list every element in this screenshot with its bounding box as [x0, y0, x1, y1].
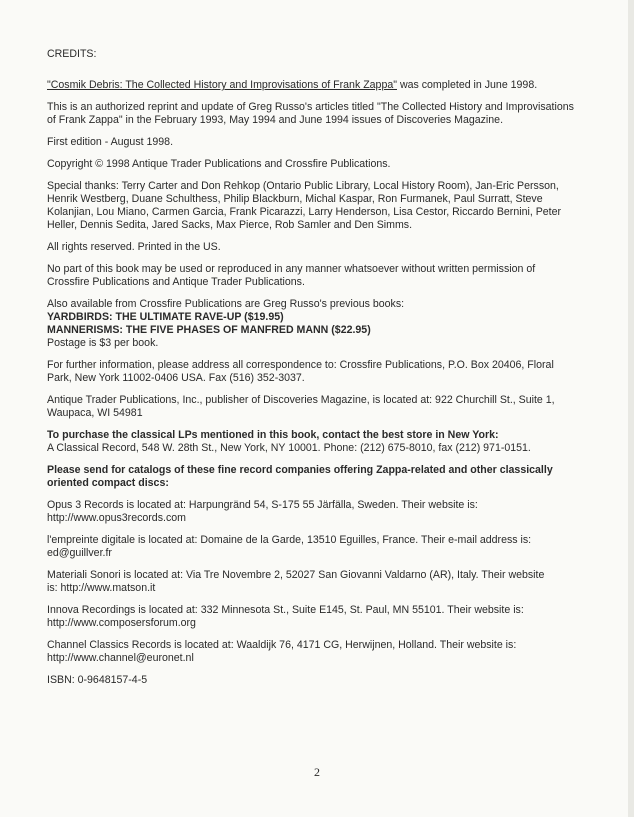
company-address: Innova Recordings is located at: 332 Minnesota St., Suite E145, St. Paul, MN 55101. Their website is:	[47, 604, 524, 616]
isbn-text: ISBN: 0-9648157-4-5	[47, 674, 148, 686]
copyright-paragraph: Copyright © 1998 Antique Trader Publications and Crossfire Publications.	[47, 158, 391, 170]
company-address: Channel Classics Records is located at: Waaldijk 76, 4171 CG, Herwijnen, Holland. Their website is:	[47, 639, 517, 651]
book-yardbirds: YARDBIRDS: THE ULTIMATE RAVE-UP ($19.95)	[47, 311, 284, 323]
company-channel	[47, 639, 575, 665]
book-title: "Cosmik Debris: The Collected History and Improvisations of Frank Zappa"	[47, 79, 397, 91]
book-mannerisms: MANNERISMS: THE FIVE PHASES OF MANFRED MANN ($22.95)	[47, 324, 371, 336]
credits-heading: CREDITS:	[47, 48, 97, 60]
rights-paragraph: All rights reserved. Printed in the US.	[47, 241, 221, 253]
purchase-text: A Classical Record, 548 W. 28th St., New York, NY 10001. Phone: (212) 675-8010, fax (212) 971-0151.	[47, 442, 531, 454]
company-contact: is: http://www.matson.it	[47, 582, 156, 594]
also-intro: Also available from Crossfire Publications are Greg Russo's previous books:	[47, 298, 405, 310]
reprint-paragraph: This is an authorized reprint and update of Greg Russo's articles titled "The Collected History and Improvisations of Frank Zappa" in the February 1993, May 1994 and June 1994 issues of Discoveries Magazine.	[47, 101, 574, 126]
postage-text: Postage is $3 per book.	[47, 337, 159, 349]
completion-paragraph	[47, 79, 575, 92]
no-part-paragraph: No part of this book may be used or reproduced in any manner whatsoever without written permission of Crossfire Publications and Antique Trader Publications.	[47, 263, 536, 288]
company-materiali	[47, 569, 575, 595]
company-address: Materiali Sonori is located at: Via Tre Novembre 2, 52027 San Giovanni Valdarno (AR), Italy. Their website	[47, 569, 545, 581]
company-contact: http://www.composersforum.org	[47, 617, 196, 629]
company-contact: http://www.channel@euronet.nl	[47, 652, 194, 664]
company-address: Opus 3 Records is located at: Harpungränd 54, S-175 55 Järfälla, Sweden. Their website is:	[47, 499, 478, 511]
also-available-paragraph	[47, 298, 575, 350]
edition-paragraph: First edition - August 1998.	[47, 136, 174, 148]
thanks-paragraph: Special thanks: Terry Carter and Don Rehkop (Ontario Public Library, Local History Room), Jan-Eric Persson, Henrik Westberg, Duane Schulthess, Philip Blackburn, Michal Kaspar, Ron Furmanek, Paul Surratt, Steve Kolanjian, Lou Miano, Carmen Garcia, Frank Picarazzi, Larry Henderson, Lisa Cestor, Riccardo Bernini, Peter Heller, Dennis Sedita, Jared Sacks, Max Pierce, Rob Samler and Den Simms.	[47, 180, 562, 231]
page-number: 2	[314, 765, 320, 779]
completion-text: was completed in June 1998.	[397, 79, 538, 91]
further-info-paragraph: For further information, please address all correspondence to: Crossfire Publications, P.O. Box 20406, Floral Park, New York 11002-0406 USA. Fax (516) 352-3037.	[47, 359, 554, 384]
antique-trader-paragraph: Antique Trader Publications, Inc., publisher of Discoveries Magazine, is located at: 922 Churchill St., Suite 1, Waupaca, WI 54981	[47, 394, 555, 419]
company-innova	[47, 604, 575, 630]
credits-content	[47, 48, 575, 696]
catalogs-heading: Please send for catalogs of these fine record companies offering Zappa-related and other classically oriented compact discs:	[47, 464, 553, 489]
company-contact: ed@guillver.fr	[47, 547, 112, 559]
purchase-heading: To purchase the classical LPs mentioned in this book, contact the best store in New York:	[47, 429, 499, 441]
purchase-paragraph	[47, 429, 575, 455]
company-opus3	[47, 499, 575, 525]
company-address: l'empreinte digitale is located at: Domaine de la Garde, 13510 Eguilles, France. Their e-mail address is:	[47, 534, 532, 546]
company-contact: http://www.opus3records.com	[47, 512, 186, 524]
company-empreinte	[47, 534, 575, 560]
